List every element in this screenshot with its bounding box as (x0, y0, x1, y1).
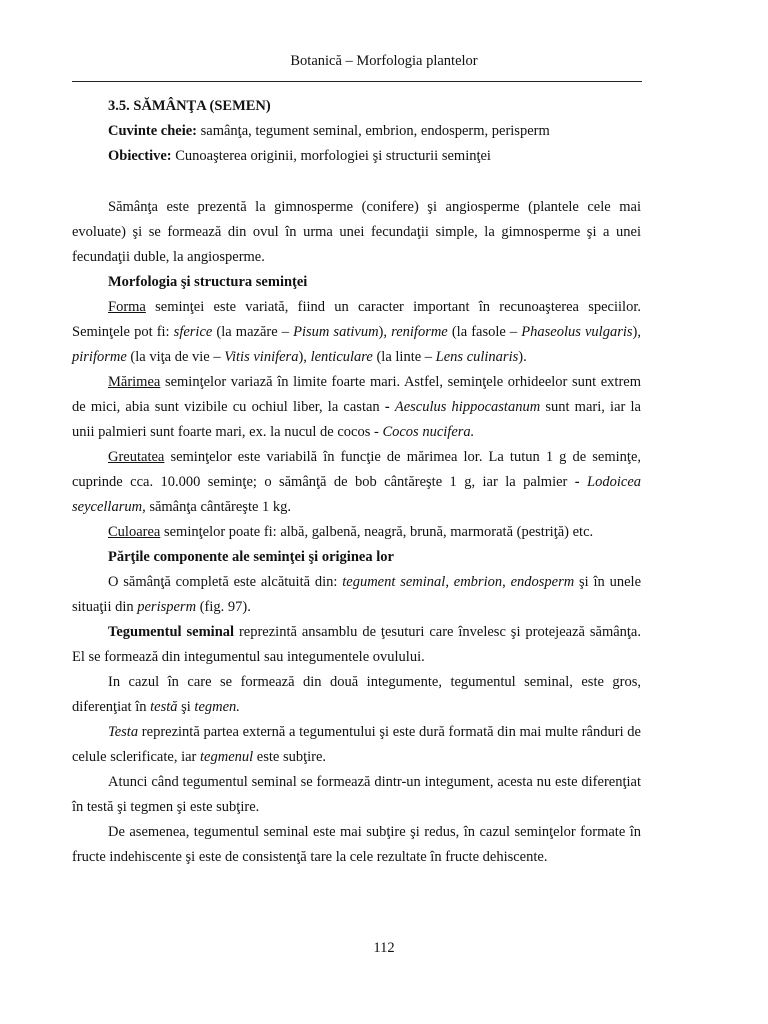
tegument-paragraph (72, 620, 641, 670)
objectives-text: Cunoaşterea originii, morfologiei şi structurii seminţei (171, 148, 491, 164)
text-run: (la linte – (372, 349, 436, 365)
two-integuments-paragraph (72, 670, 641, 720)
section-title: 3.5. SĂMÂNŢA (SEMEN) (108, 98, 271, 114)
italic-term: endosperm (510, 574, 575, 590)
morphology-heading: Morfologia şi structura seminţei (108, 274, 308, 290)
text-run: ). (518, 349, 527, 365)
forma-term: Forma (108, 299, 146, 315)
header-rule (72, 81, 642, 82)
text-run: O sămânţă completă este alcătuită din: (108, 574, 343, 590)
text-run (580, 474, 587, 490)
species-name: Phaseolus vulgaris (521, 324, 633, 340)
culoarea-paragraph (72, 520, 641, 545)
text-run: In cazul în care se formează din două integumente, tegumentul seminal, este gros, diferenţiat în (72, 674, 641, 715)
text-run: seminţelor variază în limite foarte mari. Astfel, seminţele orhideelor sunt extrem de mici, abia sunt vizibile cu ochiul liber, la castan (72, 374, 641, 415)
species-name: Pisum sativum (293, 324, 379, 340)
running-header: Botanică – Morfologia plantelor (290, 53, 478, 69)
italic-term: tegmen. (194, 699, 240, 715)
italic-term: testă (150, 699, 178, 715)
text-run: seminţelor poate fi: albă, galbenă, neagră, brună, marmorată (pestriţă) etc. (160, 524, 594, 540)
spacer (72, 169, 641, 195)
species-name: Cocos nucifera. (382, 424, 475, 440)
species-name: Aesculus hippocastanum (394, 399, 541, 415)
forma-paragraph (72, 295, 641, 370)
culoarea-term: Culoarea (108, 524, 161, 540)
objectives-line (72, 144, 641, 169)
text-run: sunt mari, iar la unii palmieri sunt foarte mari, ex. la nucul de cocos - (72, 399, 641, 440)
intro-paragraph: Sămânţa este prezentă la gimnosperme (conifere) şi angiosperme (plantele cele mai evoluate) şi se formează din ovul în urma unei fecundaţii simple, la gimnosperme şi a unei fecundaţii duble, la angiosperme. (72, 199, 641, 265)
italic-term: sferice (173, 324, 213, 340)
text-run: reprezintă partea externă a tegumentului şi este dură formată din mai multe rânduri de celule sclerificate, iar (72, 724, 641, 765)
greutatea-term: Greutatea (108, 449, 165, 465)
greutatea-paragraph (72, 445, 641, 520)
text-run: (la fasole – (447, 324, 522, 340)
italic-term: perisperm (137, 599, 197, 615)
keywords-text: samânţa, tegument seminal, embrion, endosperm, perisperm (197, 123, 550, 139)
marimea-term: Mărimea (108, 374, 161, 390)
italic-term: tegument seminal, embrion (342, 574, 503, 590)
text-run: şi în unele situaţii din (72, 574, 642, 615)
dash: - (574, 474, 580, 490)
keywords-label: Cuvinte cheie: (108, 123, 197, 139)
species-name: Lodoicea seycellarum (72, 474, 642, 515)
text-run: ), (298, 349, 311, 365)
text-run: reprezintă ansamblu de ţesuturi care învelesc şi protejează sămânţa. El se formează din integumentul sau integumentele ovulului. (72, 624, 641, 665)
text-run: (fig. 97). (196, 599, 251, 615)
species-name: Lens culinaris (435, 349, 519, 365)
page-number: 112 (373, 940, 395, 956)
marimea-paragraph (72, 370, 641, 445)
text-run: , (502, 574, 511, 590)
italic-term: Testa (108, 724, 139, 740)
page-body (72, 94, 641, 870)
components-heading: Părţile componente ale seminţei şi originea lor (108, 549, 394, 565)
species-name: Vitis vinifera (224, 349, 299, 365)
italic-term: piriforme (72, 349, 127, 365)
text-run: (la mazăre – (212, 324, 294, 340)
text-run: ), (632, 324, 641, 340)
dash: - (384, 399, 390, 415)
bold-term: Tegumentul seminal (108, 624, 235, 640)
text-run: ), (378, 324, 392, 340)
components-paragraph (72, 570, 641, 620)
one-integument-paragraph: Atunci când tegumentul seminal se formează dintr-un integument, acesta nu este diferenţiat în testă şi tegmen şi este subţire. (72, 774, 641, 815)
testa-paragraph (72, 720, 641, 770)
text-run: şi (177, 699, 195, 715)
text-run: (la viţa de vie – (126, 349, 225, 365)
italic-term: reniforme (391, 324, 448, 340)
italic-term: lenticulare (310, 349, 373, 365)
fruit-paragraph: De asemenea, tegumentul seminal este mai subţire şi redus, în cazul seminţelor formate în fructe indehiscente şi este de consistenţă tare la cele rezultate în fructe dehiscente. (72, 824, 641, 865)
text-run: seminţei este variată, fiind un caracter important în recunoaşterea speciilor. Seminţele pot fi: (72, 299, 641, 340)
objectives-label: Obiective: (108, 148, 172, 164)
keywords-line (72, 119, 641, 144)
text-run: seminţelor este variabilă în funcţie de mărimea lor. La tutun 1 g de seminţe, cuprinde cca. 10.000 seminţe; o sămânţă de bob cântăreşte 1 g, iar la palmier (72, 449, 641, 490)
italic-term: tegmenul (200, 749, 254, 765)
text-run: este subţire. (253, 749, 327, 765)
text-run: , sămânţa cântăreşte 1 kg. (142, 499, 292, 515)
